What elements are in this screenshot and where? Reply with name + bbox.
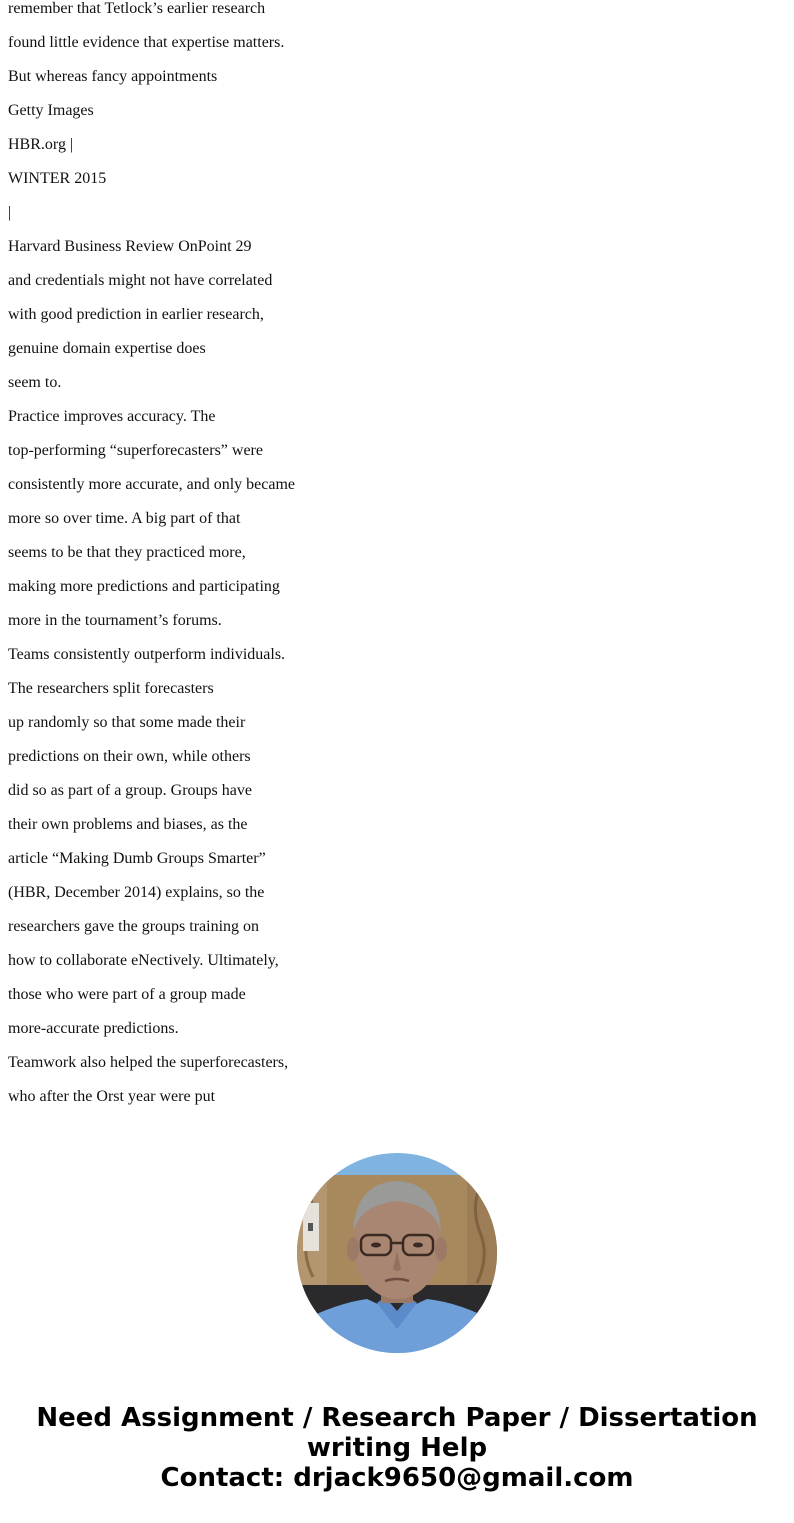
text-line: Teams consistently outperform individuals. — [8, 646, 286, 663]
text-line: more in the tournament’s forums. — [8, 612, 222, 629]
text-line: WINTER 2015 — [8, 170, 107, 187]
text-line: Harvard Business Review OnPoint 29 — [8, 238, 252, 255]
text-line: But whereas fancy appointments — [8, 68, 218, 85]
promo-banner — [0, 1403, 794, 1493]
promo-line-services: Need Assignment / Research Paper / Dissertation — [36, 1403, 758, 1433]
text-line: seem to. — [8, 374, 62, 391]
text-line: (HBR, December 2014) explains, so the — [8, 884, 265, 901]
text-line: making more predictions and participating — [8, 578, 280, 595]
portrait-image — [297, 1153, 497, 1353]
text-line: Practice improves accuracy. The — [8, 408, 216, 425]
text-line: consistently more accurate, and only became — [8, 476, 295, 493]
text-line: remember that Tetlock’s earlier research — [8, 0, 266, 17]
text-line: their own problems and biases, as the — [8, 816, 248, 833]
text-line: article “Making Dumb Groups Smarter” — [8, 850, 266, 867]
text-line: did so as part of a group. Groups have — [8, 782, 252, 799]
text-line: those who were part of a group made — [8, 986, 246, 1003]
text-line: seems to be that they practiced more, — [8, 544, 246, 561]
text-line: with good prediction in earlier research, — [8, 306, 264, 323]
promo-line-help: writing Help — [306, 1433, 488, 1463]
text-line: genuine domain expertise does — [8, 340, 206, 357]
text-line: HBR.org | — [8, 136, 74, 153]
text-line: The researchers split forecasters — [8, 680, 214, 697]
text-line: top-performing “superforecasters” were — [8, 442, 263, 459]
text-line: more-accurate predictions. — [8, 1020, 179, 1037]
text-line: more so over time. A big part of that — [8, 510, 241, 527]
text-line: predictions on their own, while others — [8, 748, 251, 765]
author-portrait — [297, 1153, 497, 1353]
text-line: up randomly so that some made their — [8, 714, 246, 731]
text-line: who after the Orst year were put — [8, 1088, 216, 1105]
promo-line-contact: Contact: drjack9650@gmail.com — [160, 1463, 634, 1493]
text-line: found little evidence that expertise matters. — [8, 34, 285, 51]
text-line: Getty Images — [8, 102, 94, 119]
text-line: | — [8, 204, 12, 221]
document-text — [8, 0, 768, 1114]
text-line: and credentials might not have correlated — [8, 272, 273, 289]
text-line: how to collaborate eNectively. Ultimately, — [8, 952, 279, 969]
text-line: researchers gave the groups training on — [8, 918, 260, 935]
text-line: Teamwork also helped the superforecasters, — [8, 1054, 289, 1071]
